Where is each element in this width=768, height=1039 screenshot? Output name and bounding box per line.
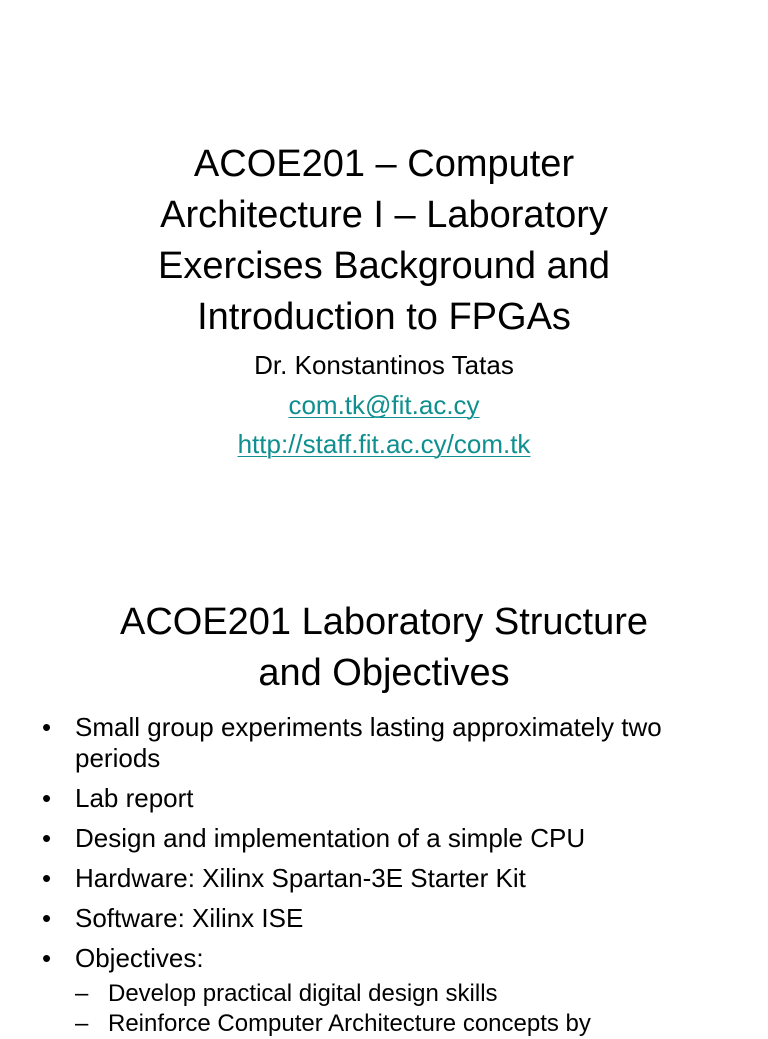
sub-bullet-item bbox=[0, 979, 768, 1009]
bullet-marker: • bbox=[42, 903, 52, 933]
bullet-marker: • bbox=[42, 783, 52, 813]
bullet-marker: • bbox=[42, 863, 52, 893]
bullet-text: Lab report bbox=[75, 783, 194, 813]
bullet-text: Design and implementation of a simple CPU bbox=[75, 823, 586, 853]
slide-heading bbox=[0, 597, 768, 699]
bullet-item bbox=[0, 823, 768, 854]
website-link[interactable]: http://staff.fit.ac.cy/com.tk bbox=[237, 429, 531, 459]
sub-bullet-list bbox=[0, 979, 768, 1039]
title-line: Architecture I – Laboratory bbox=[160, 194, 608, 236]
title-line: Exercises Background and bbox=[157, 245, 611, 287]
bullet-text: Hardware: Xilinx Spartan-3E Starter Kit bbox=[75, 863, 526, 893]
heading-line: ACOE201 Laboratory Structure bbox=[119, 601, 649, 643]
title-line: ACOE201 – Computer bbox=[193, 143, 575, 185]
bullet-item bbox=[0, 903, 768, 934]
sub-bullet-text: Reinforce Computer Architecture concepts by bbox=[108, 1010, 591, 1037]
title-line: Introduction to FPGAs bbox=[197, 296, 571, 338]
bullet-text: Software: Xilinx ISE bbox=[75, 903, 304, 933]
sub-bullet-text: Develop practical digital design skills bbox=[108, 980, 498, 1007]
heading-line: and Objectives bbox=[258, 652, 510, 694]
bullet-list bbox=[0, 712, 768, 983]
bullet-text: Small group experiments lasting approximately two periods bbox=[75, 712, 662, 773]
bullet-item bbox=[0, 783, 768, 814]
sub-bullet-marker: – bbox=[75, 980, 89, 1007]
bullet-marker: • bbox=[42, 823, 52, 853]
slide-lab-structure bbox=[0, 576, 768, 1037]
bullet-item bbox=[0, 943, 768, 974]
presentation-title bbox=[0, 139, 768, 343]
sub-bullet-marker: – bbox=[75, 1010, 89, 1037]
sub-bullet-item bbox=[0, 1009, 768, 1039]
bullet-item bbox=[0, 712, 768, 774]
bullet-marker: • bbox=[42, 943, 52, 973]
email-link[interactable]: com.tk@fit.ac.cy bbox=[288, 390, 480, 420]
email-row bbox=[0, 385, 768, 425]
bullet-text: Objectives: bbox=[75, 943, 204, 973]
author-name: Dr. Konstantinos Tatas bbox=[254, 350, 514, 380]
bullet-item bbox=[0, 863, 768, 894]
url-row bbox=[0, 424, 768, 464]
bullet-marker: • bbox=[42, 712, 52, 742]
